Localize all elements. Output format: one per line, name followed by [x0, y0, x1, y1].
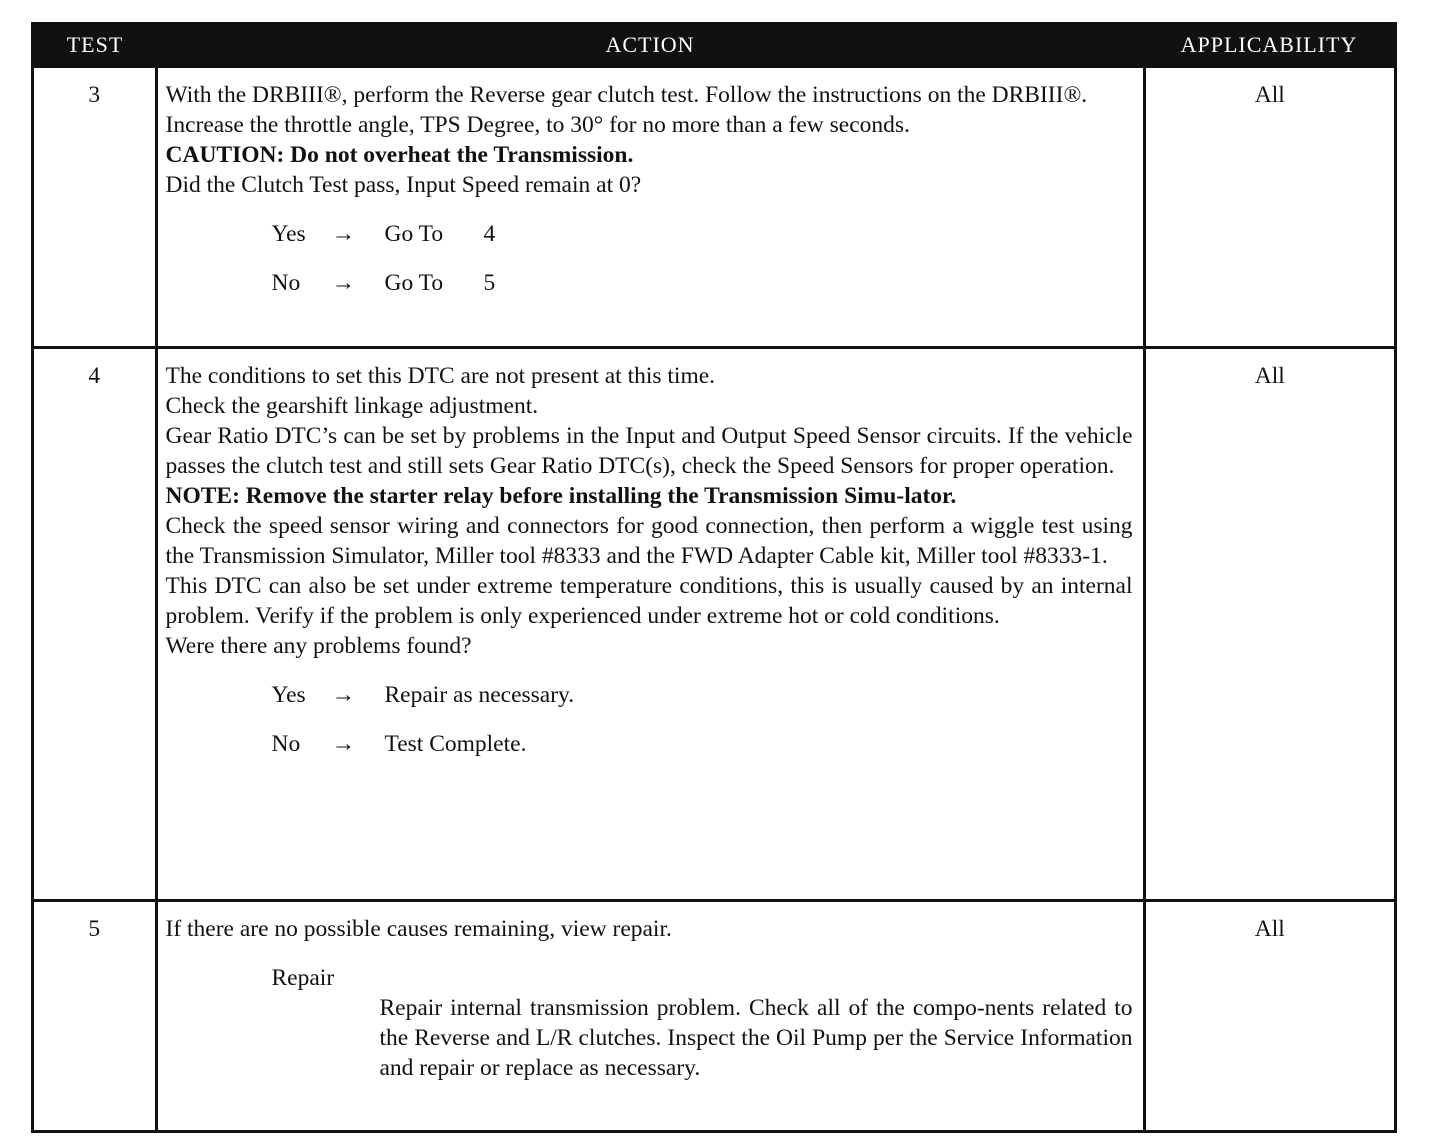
header-action: ACTION: [156, 25, 1144, 67]
goto-label: Go To: [384, 221, 444, 247]
branch-answer: No: [271, 270, 301, 296]
diagnostic-table: [31, 22, 1397, 1133]
branch-result: Repair as necessary.: [384, 682, 575, 708]
arrow-icon: →: [331, 682, 355, 708]
action-line: Check the gearshift linkage adjustment.: [165, 393, 539, 419]
action-line: If there are no possible causes remaining, view repair.: [165, 916, 672, 942]
branch-yes: [166, 680, 1133, 710]
test-row-5: [34, 901, 1394, 1131]
action-cell: [156, 67, 1144, 348]
repair-text: Repair internal transmission problem. Check all of the compo-nents related to the Reverse and L/R clutches. Inspect the Oil Pump per the Service Information and repair or replace as necessary.: [379, 995, 1133, 1081]
arrow-icon: →: [331, 731, 355, 757]
test-number: 4: [34, 348, 156, 901]
action-line: This DTC can also be set under extreme temperature conditions, this is usually caused by an internal problem. Verify if the problem is only experienced under extreme hot or cold conditions.: [165, 573, 1133, 629]
repair-label: Repair: [271, 965, 335, 991]
header-applicability: APPLICABILITY: [1144, 25, 1394, 67]
branch-no: [166, 268, 1133, 298]
arrow-icon: →: [331, 270, 355, 296]
header-test: TEST: [34, 25, 156, 67]
action-question: Were there any problems found?: [165, 633, 472, 659]
action-line: Check the speed sensor wiring and connectors for good connection, then perform a wiggle test using the Transmission Simulator, Miller tool #8333 and the FWD Adapter Cable kit, Miller tool #8333-1.: [165, 513, 1133, 569]
action-line: Gear Ratio DTC’s can be set by problems in the Input and Output Speed Sensor circuits. If the vehicle passes the clutch test and still sets Gear Ratio DTC(s), check the Speed Sensors for proper operation.: [165, 423, 1133, 479]
action-line: Increase the throttle angle, TPS Degree, to 30° for no more than a few seconds.: [165, 112, 910, 138]
test-table: [34, 25, 1394, 1130]
note-text: NOTE: Remove the starter relay before installing the Transmission Simu-lator.: [165, 483, 957, 509]
arrow-icon: →: [331, 221, 355, 247]
branch-answer: No: [271, 731, 301, 757]
caution-note: CAUTION: Do not overheat the Transmission.: [165, 142, 634, 168]
test-number: 5: [34, 901, 156, 1131]
applicability-value: All: [1144, 348, 1394, 901]
goto-target: 5: [483, 270, 496, 296]
branch-answer: Yes: [271, 221, 306, 247]
applicability-value: All: [1144, 67, 1394, 348]
action-cell: [156, 348, 1144, 901]
action-cell: [156, 901, 1144, 1131]
goto-label: Go To: [384, 270, 444, 296]
branch-result: Test Complete.: [384, 731, 527, 757]
branch-no: [166, 729, 1133, 759]
branch-yes: [166, 219, 1133, 249]
test-row-3: [34, 67, 1394, 348]
test-number: 3: [34, 67, 156, 348]
action-line: The conditions to set this DTC are not present at this time.: [165, 363, 716, 389]
header-row: [34, 25, 1394, 67]
branch-answer: Yes: [271, 682, 306, 708]
action-question: Did the Clutch Test pass, Input Speed remain at 0?: [165, 172, 642, 198]
action-line: With the DRBIII®, perform the Reverse gear clutch test. Follow the instructions on the DRBIII®.: [165, 82, 1088, 108]
goto-target: 4: [483, 221, 496, 247]
applicability-value: All: [1144, 901, 1394, 1131]
test-row-4: [34, 348, 1394, 901]
